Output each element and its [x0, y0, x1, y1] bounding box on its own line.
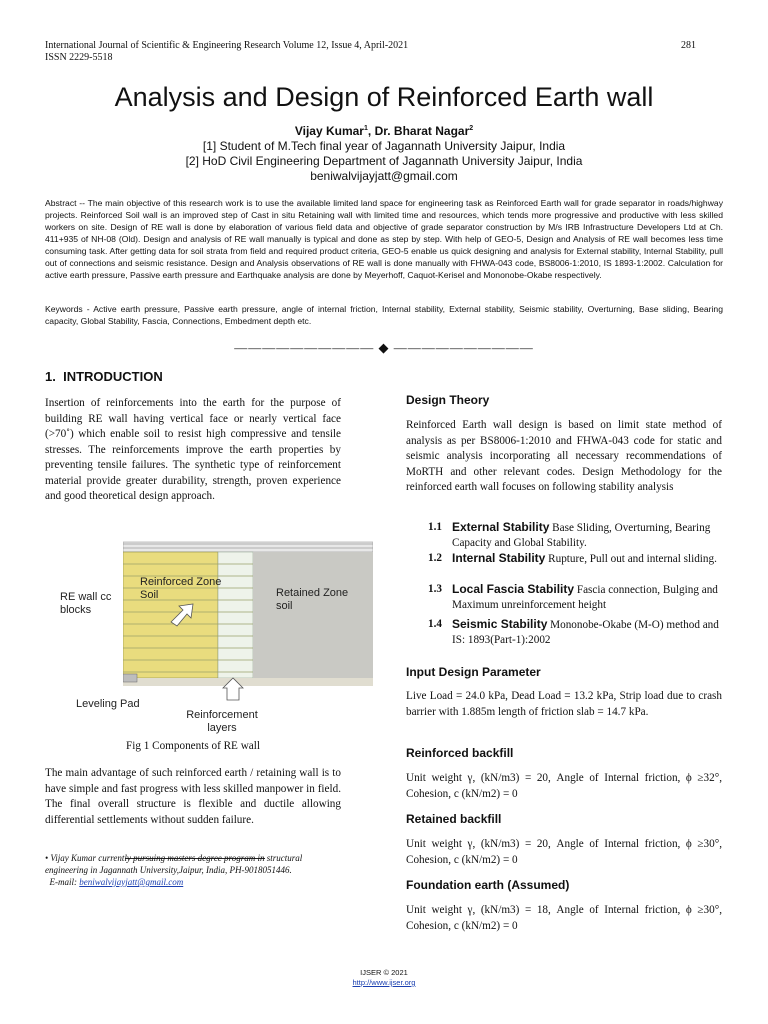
author-2: Dr. Bharat Nagar	[374, 124, 470, 138]
footer-link[interactable]: http://www.ijser.org	[352, 978, 416, 987]
author-separator: ,	[367, 124, 375, 138]
label-re-wall-blocks: RE wall cc blocks	[60, 591, 112, 616]
label-retained-zone: Retained Zone soil	[276, 587, 349, 612]
heading-reinforced-backfill: Reinforced backfill	[406, 746, 514, 760]
stability-item-2	[428, 551, 722, 567]
footnote-text: Vijay Kumar currently pursuing masters degree program in structural engineering in Jagannath University,Jaipur, India, PH-9018051446.	[45, 853, 303, 875]
author-footnote	[45, 852, 345, 888]
section-heading-introduction	[45, 369, 163, 384]
item-text: Base Sliding, Overturning, Bearing Capacity and Global Stability.	[452, 522, 711, 549]
footer-url[interactable]	[0, 978, 768, 987]
section-separator: —————————— ◆ ——————————	[234, 340, 534, 355]
reinforced-zone	[123, 552, 218, 678]
abstract: Abstract -- The main objective of this research work is to use the available limited land space for engineering task as Reinforced Earth wall for grade separator in roads/highway projects. Reinforced Soil wall is an improved step of Cast in situ Retaining wall with limited time and resources, which tends more progressive and productive with less skilled workers on site. Design of RE wall is done by elaboration of various field data and objective of grade separator construction by M/s IRB Infrastructure Developers Ltd at Ch. 411+935 of NH-08 (Old). Design and analysis of RE wall manually is typical and done as step by step. With help of GEO-5, Design and Analysis of RE wall becomes less time consuming task. After getting data for soil strata from field and required product criteria, GEO-5 enable us quick designing and analysis for External stability, Internal Stability, pull out of connections and seismic resistance. Design and Analysis observations of RE wall is done manually with FHWA-043 code, BS8006-1:2010, IS 1893-1:2002. Calculation for active earth pressure, Passive earth pressure and Earthquake analysis are done by Meyerhoff, Caquot-Kerisel and Mononobe-Okabe respectively.	[45, 198, 723, 280]
re-wall-figure	[123, 530, 373, 708]
item-title: Internal Stability	[452, 551, 546, 565]
stability-item-4	[428, 617, 722, 648]
item-number: 1.4	[428, 618, 442, 630]
retained-backfill-text: Unit weight γ, (kN/m3) = 20, Angle of Internal friction, ϕ ≥30°, Cohesion, c (kN/m2) = 0	[406, 838, 722, 866]
figure-caption: Fig 1 Components of RE wall	[126, 740, 260, 752]
heading-input-design-parameter: Input Design Parameter	[406, 665, 541, 679]
heading-design-theory: Design Theory	[406, 393, 490, 407]
item-number: 1.3	[428, 583, 442, 595]
input-params-text: Live Load = 24.0 kPa, Dead Load = 13.2 kPa, Strip load due to crash barrier with 1.885m length of friction slab = 14.7 kPa.	[406, 690, 722, 718]
page-number: 281	[681, 40, 696, 51]
footnote-bullet: •	[45, 853, 49, 863]
author-1-affil: 1	[363, 125, 368, 132]
section-number: 1.	[45, 369, 56, 384]
item-text: Rupture, Pull out and internal sliding.	[545, 553, 717, 565]
item-number: 1.1	[428, 521, 442, 533]
design-theory-text: Reinforced Earth wall design is based on limit state method of analysis as per BS8006-1:2010 and FHWA-043 code for static and seismic analysis incorporating all necessary recommendations of MoRTH and other relevant codes. Design Methodology for the reinforced earth wall focuses on following stability analysis	[406, 419, 722, 493]
intro-paragraph-2: The main advantage of such reinforced earth / retaining wall is to have simple and fast progress with less skilled manpower in field. The final overall structure is flexible and ductile allowing differential settlements without sudden failure.	[45, 767, 341, 826]
author-2-affil: 2	[469, 125, 474, 132]
footnote-email-link[interactable]: beniwalvijayjatt@gmail.com	[79, 877, 184, 887]
foundation-text: Unit weight γ, (kN/m3) = 18, Angle of Internal friction, ϕ ≥30°, Cohesion, c (kN/m2) = 0	[406, 904, 722, 932]
retained-zone	[253, 552, 373, 678]
label-reinforced-zone: Reinforced Zone Soil	[140, 576, 222, 601]
author-list	[0, 124, 768, 138]
item-title: External Stability	[452, 520, 550, 534]
contact-email: beniwalvijayjatt@gmail.com	[310, 169, 458, 183]
journal-header: International Journal of Scientific & Engineering Research Volume 12, Issue 4, April-2021	[45, 40, 409, 51]
intro-paragraph-1: Insertion of reinforcements into the earth for the purpose of building RE wall having vertical face or nearly vertical face (>70˚) which enable soil to resist high compressive and tensile stresses. The reinforcements improve the earth properties by preventing tensile failures. The synthetic type of reinforcement material provide greater durability, strength, proven experience and good theoretical design approach.	[45, 397, 341, 502]
reinforced-backfill-text: Unit weight γ, (kN/m3) = 20, Angle of Internal friction, ϕ ≥32°, Cohesion, c (kN/m2) = 0	[406, 772, 722, 800]
section-title: INTRODUCTION	[63, 369, 163, 384]
issn: ISSN 2229-5518	[45, 52, 113, 63]
author-1: Vijay Kumar	[294, 124, 364, 138]
paper-title: Analysis and Design of Reinforced Earth wall	[114, 82, 654, 112]
footnote-email-label: E-mail:	[49, 877, 80, 887]
heading-retained-backfill: Retained backfill	[406, 812, 502, 826]
affiliation-1: [1] Student of M.Tech final year of Jagannath University Jaipur, India	[202, 139, 566, 153]
stability-item-3	[428, 582, 722, 613]
item-title: Local Fascia Stability	[452, 582, 575, 596]
item-text: Mononobe-Okabe (M-O) method and IS: 1893(Part-1):2002	[452, 619, 719, 646]
item-number: 1.2	[428, 552, 442, 564]
keywords: Keywords - Active earth pressure, Passive earth pressure, angle of internal friction, Internal stability, External stability, Seismic stability, Overturning, Base sliding, Bearing capacity, Global Stability, Fascia, Connections, Embedment depth etc.	[45, 304, 723, 326]
footer-copyright: IJSER © 2021	[360, 968, 408, 977]
item-title: Seismic Stability	[452, 617, 548, 631]
label-reinforcement-layers: Reinforcement layers	[186, 709, 258, 734]
label-leveling-pad: Leveling Pad	[76, 698, 140, 710]
heading-foundation-earth: Foundation earth (Assumed)	[406, 878, 570, 892]
affiliation-2: [2] HoD Civil Engineering Department of Jagannath University Jaipur, India	[185, 154, 583, 168]
item-text: Fascia connection, Bulging and Maximum unreinforcement height	[452, 584, 718, 611]
stability-item-1	[428, 520, 722, 551]
